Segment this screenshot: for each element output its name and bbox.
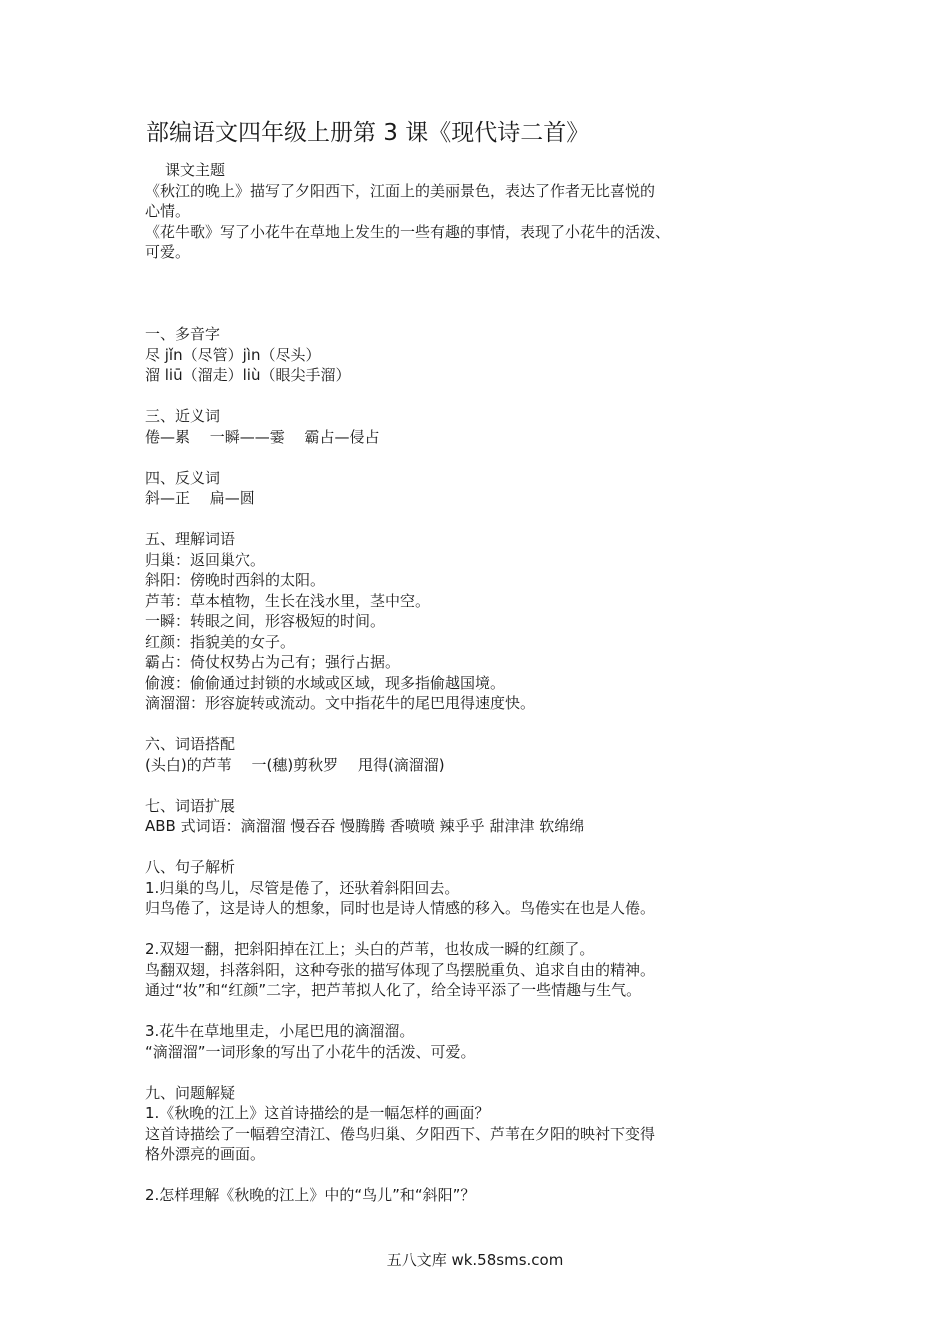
text-line: 尽 jǐn（尽管）jìn（尽头） xyxy=(145,345,321,364)
text-line: 1.归巢的鸟儿，尽管是倦了，还驮着斜阳回去。 xyxy=(145,878,460,897)
text-line: 《花牛歌》写了小花牛在草地上发生的一些有趣的事情，表现了小花牛的活泼、 xyxy=(145,222,671,241)
theme-heading: 课文主题 xyxy=(165,161,226,179)
text-line: 3.花牛在草地里走，小尾巴甩的滴溜溜。 xyxy=(145,1022,415,1040)
footer-watermark: 五八文库 wk.58sms.com xyxy=(386,1251,564,1269)
text-line: 鸟翻双翅，抖落斜阳，这种夸张的描写体现了鸟摆脱重负、追求自由的精神。 xyxy=(145,960,656,979)
text-line: 归巢：返回巢穴。 xyxy=(145,550,266,569)
section-heading: 五、理解词语 xyxy=(145,530,236,548)
document-body xyxy=(145,160,815,1206)
text-line: 这首诗描绘了一幅碧空清江、倦鸟归巢、夕阳西下、芦苇在夕阳的映衬下变得 xyxy=(145,1124,656,1143)
text-line: (头白)的芦苇 一(穗)剪秋罗 甩得(滴溜溜) xyxy=(145,755,445,774)
section-heading: 一、多音字 xyxy=(145,325,221,343)
section-heading: 三、近义词 xyxy=(145,407,221,425)
text-line: 一瞬：转眼之间，形容极短的时间。 xyxy=(145,612,386,630)
text-line: 霸占：倚仗权势占为己有；强行占据。 xyxy=(145,653,401,671)
text-line: 格外漂亮的画面。 xyxy=(145,1145,266,1163)
section-heading: 六、词语搭配 xyxy=(145,735,236,753)
document-title: 部编语文四年级上册第 3 课《现代诗二首》 xyxy=(146,120,590,146)
section-heading: 八、句子解析 xyxy=(145,858,236,876)
text-line: 滴溜溜：形容旋转或流动。文中指花牛的尾巴甩得速度快。 xyxy=(145,694,536,712)
section-heading: 七、词语扩展 xyxy=(145,796,236,815)
text-line: 红颜：指貌美的女子。 xyxy=(145,632,296,651)
text-line: 2.怎样理解《秋晚的江上》中的“鸟儿”和“斜阳”？ xyxy=(145,1186,476,1204)
text-line: 1.《秋晚的江上》这首诗描绘的是一幅怎样的画面？ xyxy=(145,1104,490,1122)
text-line: 斜阳：傍晚时西斜的太阳。 xyxy=(145,571,326,589)
text-line: “滴溜溜”一词形象的写出了小花牛的活泼、可爱。 xyxy=(145,1042,476,1061)
text-line: 倦—累 一瞬——霎 霸占—侵占 xyxy=(145,427,380,446)
text-line: ABB 式词语：滴溜溜 慢吞吞 慢腾腾 香喷喷 辣乎乎 甜津津 软绵绵 xyxy=(145,817,585,835)
text-line: 归鸟倦了，这是诗人的想象，同时也是诗人情感的移入。鸟倦实在也是人倦。 xyxy=(145,899,656,917)
text-line: 溜 liū（溜走）liù（眼尖手溜） xyxy=(145,366,351,384)
text-line: 芦苇：草本植物，生长在浅水里，茎中空。 xyxy=(145,591,431,610)
text-line: 偷渡：偷偷通过封锁的水域或区域，现多指偷越国境。 xyxy=(145,673,506,692)
text-line: 通过“妆”和“红颜”二字，把芦苇拟人化了，给全诗平添了一些情趣与生气。 xyxy=(145,981,642,999)
text-line: 心情。 xyxy=(145,202,191,220)
section-heading: 四、反义词 xyxy=(145,468,221,487)
text-line: 2.双翅一翻，把斜阳掉在江上；头白的芦苇，也妆成一瞬的红颜了。 xyxy=(145,940,595,958)
text-line: 可爱。 xyxy=(145,243,191,261)
text-line: 斜—正 扁—圆 xyxy=(145,489,255,507)
section-heading: 九、问题解疑 xyxy=(145,1083,236,1102)
text-line: 《秋江的晚上》描写了夕阳西下，江面上的美丽景色，表达了作者无比喜悦的 xyxy=(145,181,656,200)
